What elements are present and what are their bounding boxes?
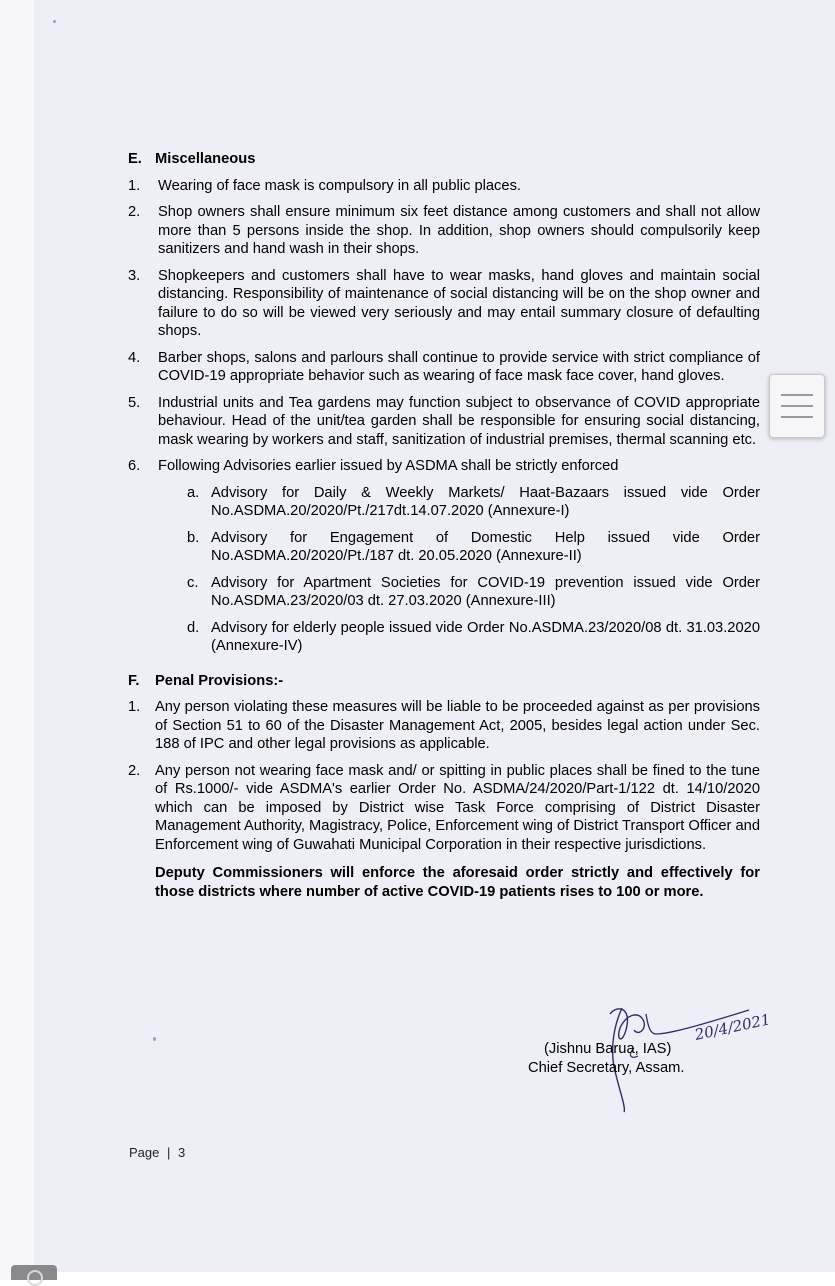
list-item bbox=[128, 394, 760, 450]
advisory-item bbox=[187, 619, 760, 656]
section-title: Miscellaneous bbox=[155, 151, 256, 167]
menu-line bbox=[781, 416, 813, 418]
advisory-list bbox=[158, 484, 760, 656]
list-item bbox=[128, 267, 760, 341]
list-item bbox=[128, 203, 760, 259]
scan-speck bbox=[153, 1037, 156, 1041]
list-item bbox=[128, 698, 760, 754]
item-content bbox=[158, 457, 760, 664]
section-e-heading bbox=[128, 150, 760, 169]
list-item bbox=[128, 177, 760, 196]
item-text: Barber shops, salons and parlours shall continue to provide service with strict compliance of COVID-19 appropriate behavior such as wearing of face mask face cover, hand gloves. bbox=[158, 349, 760, 384]
page-footer bbox=[129, 1145, 185, 1160]
enforcement-note: Deputy Commissioners will enforce the aforesaid order strictly and effectively for those districts where number of active COVID-19 patients rises to 100 or more. bbox=[155, 865, 760, 900]
advisory-text: Advisory for Daily & Weekly Markets/ Haat-Bazaars issued vide Order No.ASDMA.20/2020/Pt./217dt.14.07.2020 (Annexure-I) bbox=[211, 484, 760, 519]
page-label: Page bbox=[129, 1145, 160, 1160]
viewer-corner-button[interactable] bbox=[11, 1265, 57, 1280]
menu-line bbox=[781, 394, 813, 396]
item-text: Any person violating these measures will be liable to be proceeded against as per provisions of Section 51 to 60 of the Disaster Management Act, 2005, besides legal action under Sec. 188 of IPC and other legal provisions as applicable. bbox=[155, 699, 760, 752]
item-number: 2. bbox=[128, 762, 141, 779]
menu-line bbox=[781, 405, 813, 407]
page-number: 3 bbox=[178, 1145, 186, 1160]
item-text: Shop owners shall ensure minimum six feet distance among customers and shall not allow more than 5 persons inside the shop. In addition, shop owners should compulsorily keep sanitizers and hand wash in their shops. bbox=[158, 204, 760, 257]
signature-block bbox=[528, 1040, 748, 1078]
item-text: Industrial units and Tea gardens may function subject to observance of COVID appropriate behaviour. Head of the unit/tea garden shall be responsible for ensuring social distancing, mask wearing by workers and staff, sanitization of industrial premises, thermal scanning etc. bbox=[158, 394, 760, 448]
item-number: 3. bbox=[128, 267, 141, 284]
scan-speck bbox=[53, 20, 56, 23]
penal-list bbox=[128, 698, 760, 854]
section-letter: F. bbox=[128, 672, 140, 689]
list-item bbox=[128, 349, 760, 386]
advisory-letter: a. bbox=[187, 484, 200, 501]
section-title: Penal Provisions:- bbox=[155, 672, 284, 689]
advisory-item bbox=[187, 484, 760, 521]
item-text: Wearing of face mask is compulsory in all public places. bbox=[158, 177, 521, 194]
list-item bbox=[128, 762, 760, 855]
item-number: 1. bbox=[128, 699, 141, 715]
advisory-text: Advisory for Engagement of Domestic Help issued vide Order No.ASDMA.20/2020/Pt./187 dt. 20.05.2020 (Annexure-II) bbox=[211, 529, 760, 564]
item-number: 5. bbox=[128, 394, 141, 411]
advisory-text: Advisory for Apartment Societies for COVID-19 prevention issued vide Order No.ASDMA.23/2020/03 dt. 27.03.2020 (Annexure-III) bbox=[211, 574, 760, 609]
item-text: Any person not wearing face mask and/ or spitting in public places shall be fined to the tune of Rs.1000/- vide ASDMA's earlier Order No. ASDMA/24/2020/Part-1/122 dt. 14/10/2020 which can be imposed by District wise Task Force comprising of District Disaster Management Authority, Magistracy, Police, Enforcement wing of District Transport Officer and Enforcement wing of Guwahati Municipal Corporation in their respective jurisdictions. bbox=[155, 762, 760, 853]
item-text: Shopkeepers and customers shall have to wear masks, hand gloves and maintain social distancing. Responsibility of maintenance of social distancing will be on the shop owner and failure to do so will be viewed very seriously and may entail summary closure of defaulting shops. bbox=[158, 267, 760, 339]
section-letter: E. bbox=[128, 151, 142, 167]
item-text: Following Advisories earlier issued by ASDMA shall be strictly enforced bbox=[158, 458, 619, 474]
list-item bbox=[128, 457, 760, 664]
item-number: 6. bbox=[128, 458, 141, 474]
advisory-text: Advisory for elderly people issued vide Order No.ASDMA.23/2020/08 dt. 31.03.2020 (Annexure-IV) bbox=[211, 619, 760, 654]
item-number: 4. bbox=[128, 349, 141, 366]
signatory-designation: Chief Secretary, Assam. bbox=[528, 1060, 685, 1076]
advisory-letter: d. bbox=[187, 619, 200, 636]
page-separator: | bbox=[167, 1145, 171, 1160]
viewer-left-margin bbox=[0, 0, 34, 1280]
advisory-item bbox=[187, 529, 760, 566]
section-f-heading bbox=[128, 672, 760, 691]
advisory-letter: c. bbox=[187, 574, 199, 591]
advisory-item bbox=[187, 574, 760, 611]
advisory-letter: b. bbox=[187, 529, 200, 546]
document-body bbox=[128, 150, 760, 902]
signatory-name: (Jishnu Barua, IAS) bbox=[544, 1041, 672, 1057]
item-number: 1. bbox=[128, 177, 141, 194]
hamburger-menu-icon[interactable] bbox=[769, 374, 825, 438]
item-number: 2. bbox=[128, 204, 141, 220]
signature-date: 20/4/2021 bbox=[693, 1010, 773, 1044]
